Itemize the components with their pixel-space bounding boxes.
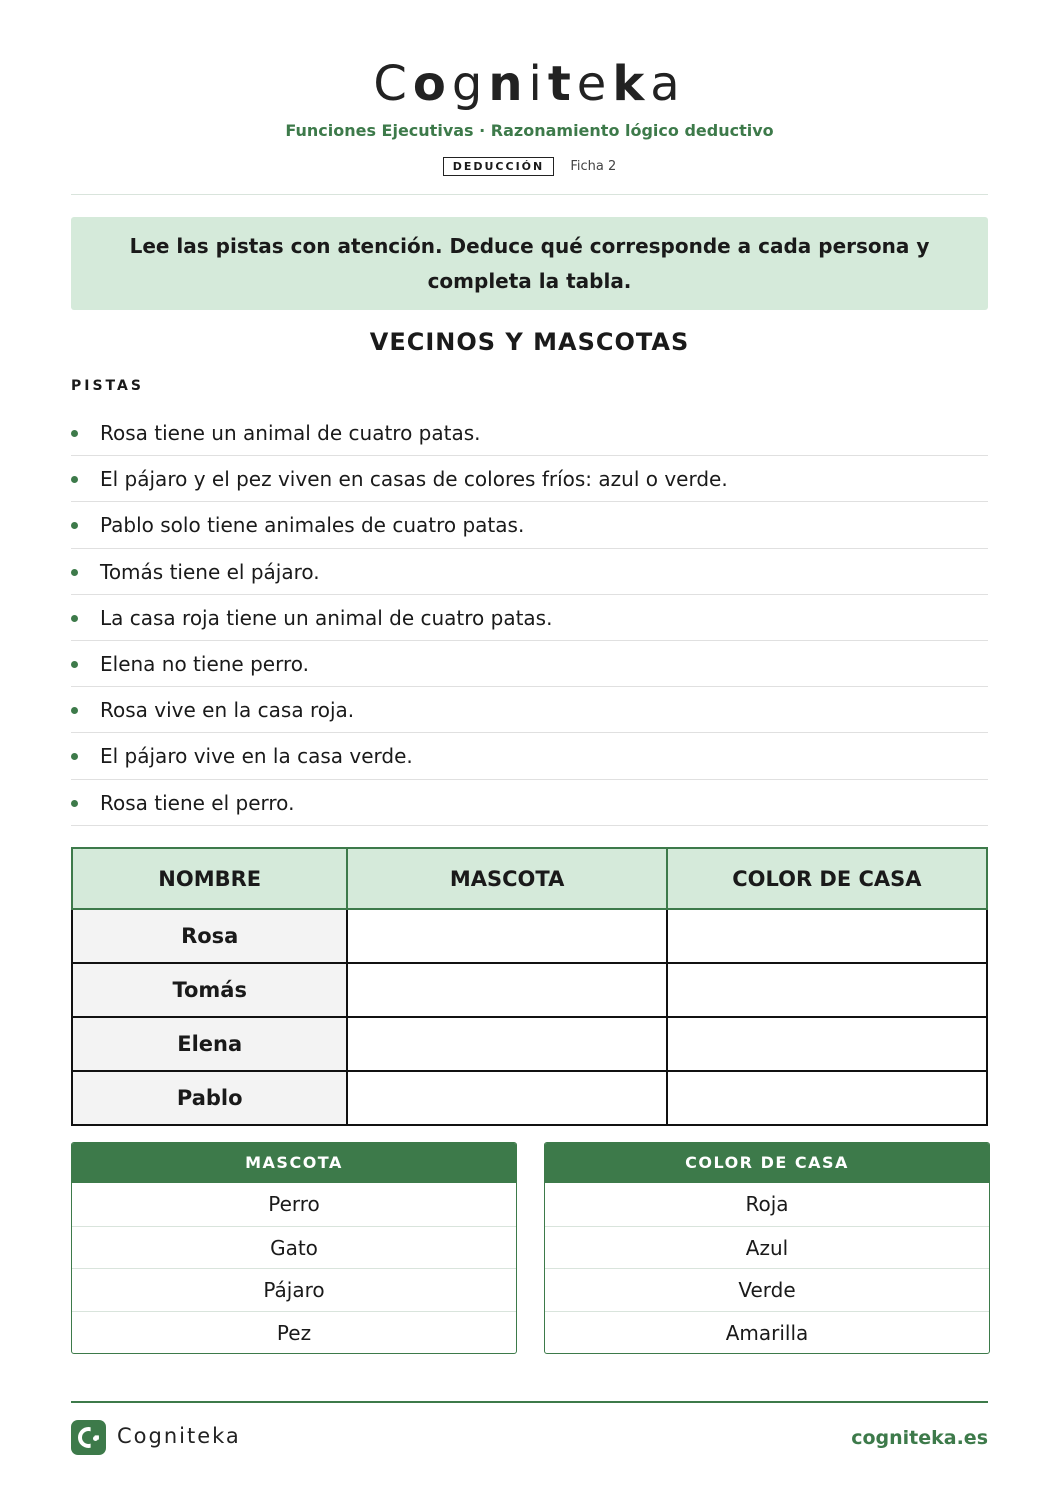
brand-title: Cogniteka xyxy=(373,56,686,112)
clue-item: Rosa tiene un animal de cuatro patas. xyxy=(71,410,988,456)
color-answer-cell[interactable] xyxy=(667,1071,987,1125)
header-pet: MASCOTA xyxy=(347,848,666,909)
color-answer-cell[interactable] xyxy=(667,963,987,1017)
name-cell: Tomás xyxy=(72,963,347,1017)
table-row xyxy=(72,909,987,963)
clues-label: PISTAS xyxy=(71,378,144,394)
bullet-dot-icon xyxy=(71,569,78,576)
pet-answer-cell[interactable] xyxy=(347,909,666,963)
name-cell: Elena xyxy=(72,1017,347,1071)
clue-item: La casa roja tiene un animal de cuatro patas. xyxy=(71,595,988,641)
footer-url[interactable]: cogniteka.es xyxy=(851,1427,988,1449)
option-item: Pájaro xyxy=(72,1268,516,1311)
pet-answer-cell[interactable] xyxy=(347,1071,666,1125)
table-header-row xyxy=(72,848,987,909)
option-item: Roja xyxy=(745,1192,789,1216)
color-answer-cell[interactable] xyxy=(667,909,987,963)
clues-list xyxy=(71,410,988,826)
instructions-line-2: completa la tabla. xyxy=(427,269,632,293)
cogniteka-logo-icon xyxy=(71,1420,106,1455)
bullet-dot-icon xyxy=(71,476,78,483)
option-item: Amarilla xyxy=(545,1311,989,1354)
clue-item: Elena no tiene perro. xyxy=(71,641,988,687)
header-name: NOMBRE xyxy=(72,848,347,909)
header-house-color: COLOR DE CASA xyxy=(667,848,987,909)
name-cell: Rosa xyxy=(72,909,347,963)
name-cell: Pablo xyxy=(72,1071,347,1125)
clue-item: Rosa tiene el perro. xyxy=(71,780,988,826)
clue-item: Pablo solo tiene animales de cuatro patas. xyxy=(71,502,988,548)
clue-item: Tomás tiene el pájaro. xyxy=(71,549,988,595)
color-options-box xyxy=(544,1142,990,1354)
puzzle-title: VECINOS Y MASCOTAS xyxy=(369,328,690,356)
option-item: Gato xyxy=(72,1226,516,1269)
color-options-title: COLOR DE CASA xyxy=(545,1143,989,1183)
option-item: Pez xyxy=(72,1311,516,1354)
footer-brand: Cogniteka xyxy=(117,1424,241,1448)
pet-answer-cell[interactable] xyxy=(347,1017,666,1071)
bullet-dot-icon xyxy=(71,522,78,529)
option-item: Verde xyxy=(545,1268,989,1311)
divider-top xyxy=(71,194,988,195)
tag-row xyxy=(71,157,988,176)
pet-options-title: MASCOTA xyxy=(72,1143,516,1183)
bullet-dot-icon xyxy=(71,707,78,714)
bullet-dot-icon xyxy=(71,753,78,760)
instructions-box xyxy=(71,217,988,310)
table-row xyxy=(72,1017,987,1071)
clue-item: Rosa vive en la casa roja. xyxy=(71,687,988,733)
divider-bottom xyxy=(71,1401,988,1403)
bullet-dot-icon xyxy=(71,615,78,622)
table-row xyxy=(72,963,987,1017)
sheet-number: Ficha 2 xyxy=(570,159,617,174)
instructions-line-1: Lee las pistas con atención. Deduce qué corresponde a cada persona y xyxy=(129,234,930,258)
subtitle: Funciones Ejecutivas · Razonamiento lógico deductivo xyxy=(285,121,774,140)
table-row xyxy=(72,1071,987,1125)
clue-item: El pájaro y el pez viven en casas de colores fríos: azul o verde. xyxy=(71,456,988,502)
bullet-dot-icon xyxy=(71,661,78,668)
color-answer-cell[interactable] xyxy=(667,1017,987,1071)
answer-table xyxy=(71,847,988,1126)
bullet-dot-icon xyxy=(71,430,78,437)
pet-options-box xyxy=(71,1142,517,1354)
bullet-dot-icon xyxy=(71,800,78,807)
option-item: Perro xyxy=(268,1192,320,1216)
category-tag: DEDUCCIÓN xyxy=(443,157,555,176)
clue-item: El pájaro vive en la casa verde. xyxy=(71,733,988,779)
option-item: Azul xyxy=(545,1226,989,1269)
pet-answer-cell[interactable] xyxy=(347,963,666,1017)
